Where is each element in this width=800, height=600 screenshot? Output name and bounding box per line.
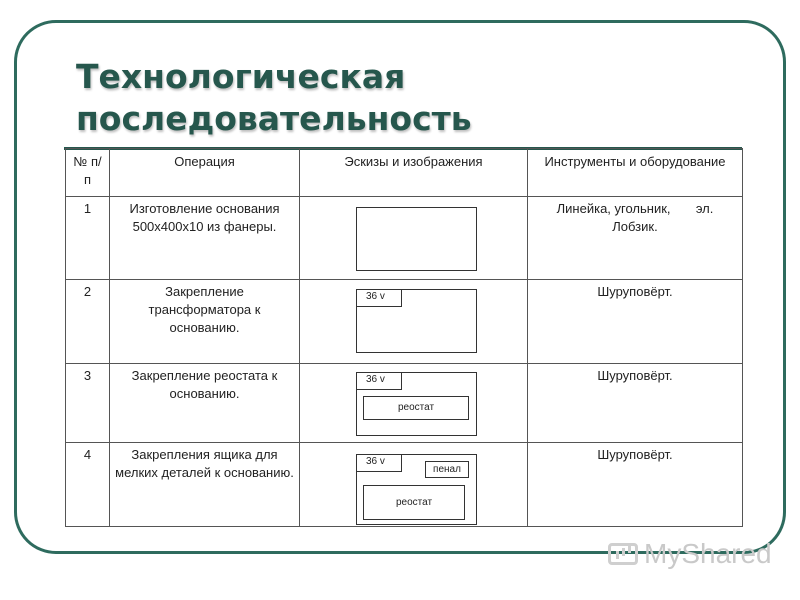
row-tools: [528, 197, 743, 280]
table-row: [66, 442, 743, 526]
tools-line-1: Линейка, угольник, эл.: [556, 201, 714, 217]
sequence-table: [65, 148, 743, 527]
header-tools: Инструменты и оборудование: [528, 149, 743, 197]
rheostat-box: реостат: [363, 396, 469, 420]
tools-line-2: Лобзик.: [612, 219, 658, 235]
row-operation: Закрепления ящика для мелких деталей к основанию.: [110, 442, 300, 526]
header-operation: Операция: [110, 149, 300, 197]
table-row: [66, 197, 743, 280]
page-title: Технологическая последовательность: [76, 57, 472, 138]
watermark-text: MyShared: [644, 538, 772, 569]
row-number: 2: [66, 280, 110, 363]
header-num: № п/п: [66, 149, 110, 197]
header-sketch: Эскизы и изображения: [300, 149, 528, 197]
row-operation: Закрепление трансформатора к основанию.: [110, 280, 300, 363]
transformer-label: 36 v: [356, 372, 402, 390]
rheostat-box: реостат: [363, 485, 465, 520]
row-tools: Шуруповёрт.: [528, 280, 743, 363]
row-sketch: [300, 280, 528, 363]
row-number: 3: [66, 363, 110, 442]
presentation-icon: [608, 543, 638, 565]
row-operation: Закрепление реостата к основанию.: [110, 363, 300, 442]
row-sketch: [300, 442, 528, 526]
watermark: [608, 534, 778, 574]
row-sketch: [300, 197, 528, 280]
row-tools: Шуруповёрт.: [528, 442, 743, 526]
row-number: 1: [66, 197, 110, 280]
row-operation: Изготовление основания 500x400x10 из фанеры.: [110, 197, 300, 280]
sketch-base-board: [356, 207, 477, 271]
row-sketch: [300, 363, 528, 442]
row-number: 4: [66, 442, 110, 526]
transformer-label: 36 v: [356, 289, 402, 307]
table-header-row: [66, 149, 743, 197]
table-row: [66, 280, 743, 363]
table-row: [66, 363, 743, 442]
transformer-label: 36 v: [356, 454, 402, 472]
pencil-case-box: пенал: [425, 461, 469, 478]
row-tools: Шуруповёрт.: [528, 363, 743, 442]
